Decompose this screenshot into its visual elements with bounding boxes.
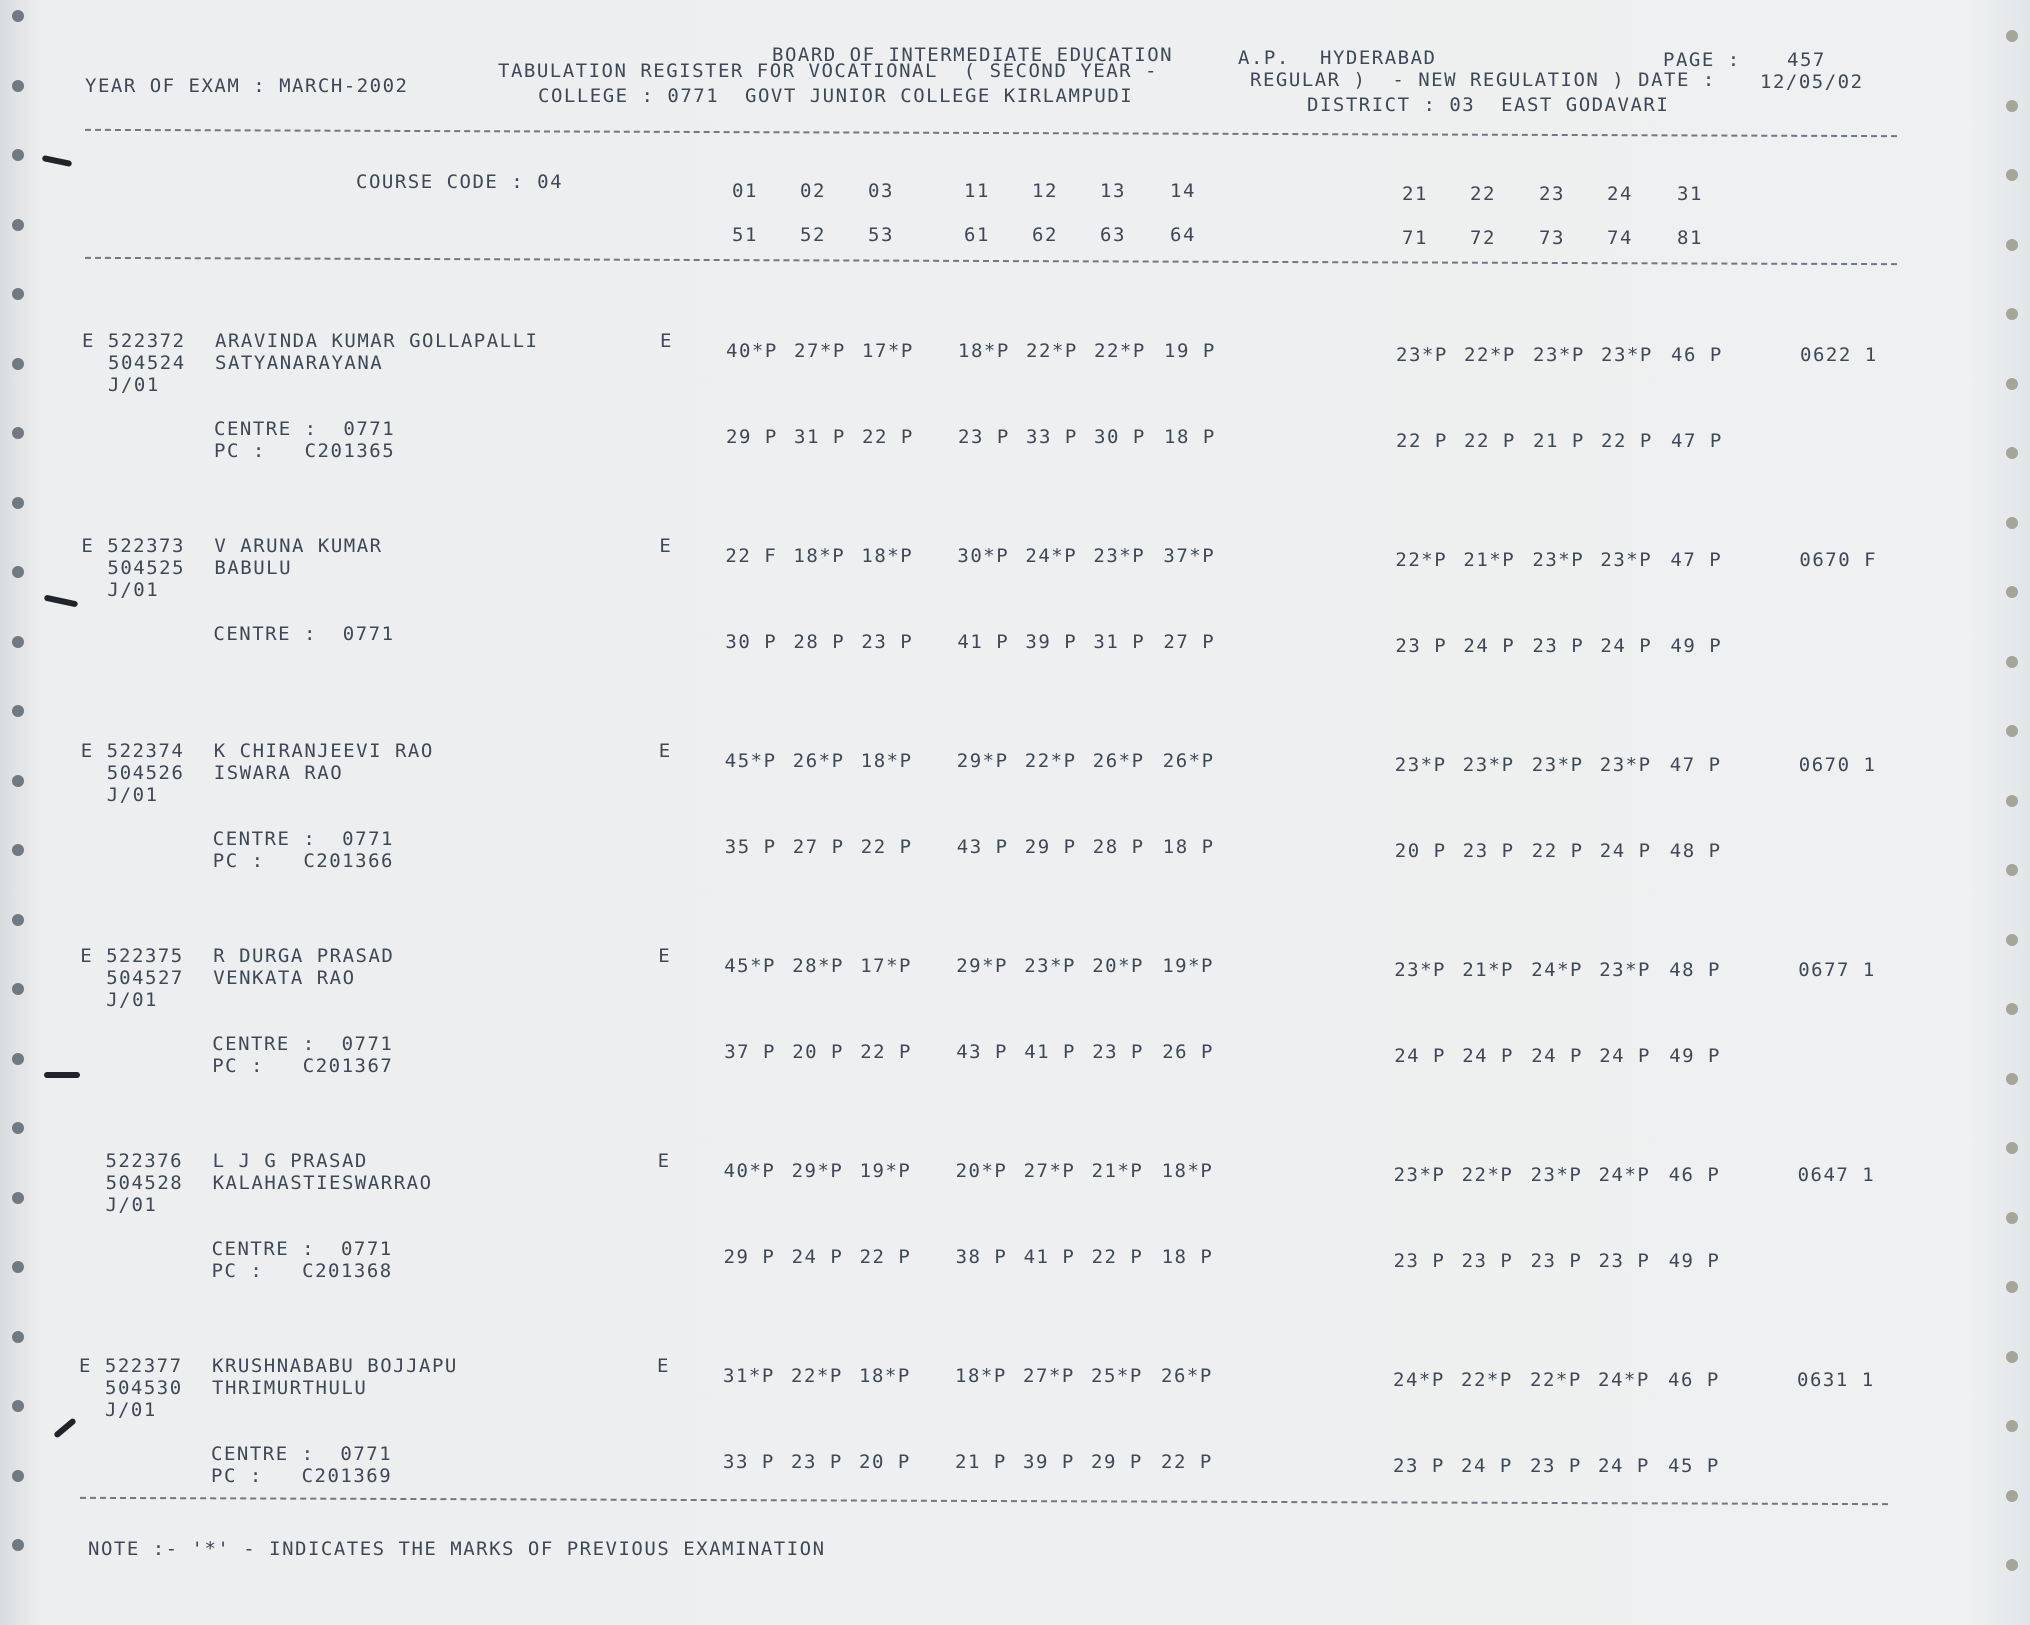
- mark-cell: 45 P: [1668, 1455, 1720, 1477]
- mark-cell: 24 P: [1394, 1045, 1446, 1067]
- mark-cell: 47 P: [1670, 549, 1723, 571]
- mark-cell: 31*P: [723, 1365, 775, 1387]
- feed-hole: [2006, 864, 2018, 876]
- mark-cell: 24 P: [1599, 1045, 1651, 1067]
- feed-hole: [2006, 447, 2018, 459]
- mark-cell: 27*P: [1023, 1160, 1076, 1182]
- father-name: THRIMURTHULU: [212, 1377, 368, 1399]
- mark-cell: 23*P: [1396, 344, 1448, 366]
- mark-cell: 31 P: [794, 426, 846, 448]
- pen-mark: [44, 1072, 80, 1078]
- father-name: ISWARA RAO: [213, 762, 344, 784]
- mark-cell: 49 P: [1668, 1250, 1721, 1272]
- feed-hole: [2006, 725, 2018, 737]
- father-name: VENKATA RAO: [213, 967, 356, 989]
- exam-roll: E 522372: [82, 330, 186, 352]
- feed-hole: [2006, 1073, 2018, 1085]
- course-code: COURSE CODE : 04: [356, 171, 564, 193]
- mark-cell: 24 P: [1598, 1455, 1650, 1477]
- exam-roll: E 522377: [79, 1355, 183, 1377]
- pc-number: PC : C201369: [211, 1465, 393, 1487]
- mark-cell: 24*P: [1531, 959, 1583, 981]
- mark-cell: 23 P: [1395, 635, 1448, 657]
- student-name: ARAVINDA KUMAR GOLLAPALLI: [215, 330, 539, 352]
- subject-code: 24: [1607, 183, 1633, 205]
- feed-hole: [12, 497, 24, 509]
- feed-hole: [2006, 934, 2018, 946]
- mark-cell: 28 P: [1092, 836, 1145, 858]
- page-number: 457: [1787, 49, 1826, 71]
- subject-code: 52: [800, 224, 826, 246]
- mark-cell: 18 P: [1161, 1246, 1214, 1268]
- mark-cell: 22*P: [1026, 340, 1078, 362]
- divider-header: [85, 257, 1897, 265]
- mark-cell: 24 P: [1463, 635, 1516, 657]
- mark-cell: 23*P: [1530, 1164, 1583, 1186]
- mark-cell: 23 P: [1530, 1250, 1583, 1272]
- medium: E: [660, 330, 673, 352]
- exam-roll: E 522374: [80, 740, 185, 762]
- subject-code: 61: [964, 224, 990, 246]
- hall-ticket: 504525: [107, 557, 186, 579]
- mark-cell: 24*P: [1598, 1369, 1650, 1391]
- subject-code: 22: [1470, 183, 1496, 205]
- mark-cell: 22*P: [1530, 1369, 1582, 1391]
- mark-cell: 47 P: [1669, 754, 1722, 776]
- mark-cell: 24*P: [1598, 1164, 1651, 1186]
- exam-roll: 522376: [79, 1150, 184, 1172]
- mark-cell: 23 P: [1530, 1455, 1582, 1477]
- hall-ticket: 504530: [105, 1377, 183, 1399]
- mark-cell: 23*P: [1599, 959, 1651, 981]
- grand-total: 0670 1: [1798, 754, 1877, 776]
- mark-cell: 39 P: [1023, 1451, 1075, 1473]
- group-code: J/01: [106, 784, 159, 806]
- mark-cell: 18*P: [955, 1365, 1007, 1387]
- mark-cell: 23 P: [1461, 1250, 1514, 1272]
- grand-total: 0670 F: [1799, 549, 1878, 571]
- mark-cell: 33 P: [1026, 426, 1078, 448]
- feed-hole: [12, 775, 24, 787]
- feed-hole: [2006, 30, 2018, 42]
- feed-hole: [2006, 586, 2018, 598]
- mark-cell: 22*P: [791, 1365, 843, 1387]
- mark-cell: 27*P: [1023, 1365, 1075, 1387]
- mark-cell: 22 P: [859, 1246, 912, 1268]
- mark-cell: 23*P: [1599, 754, 1652, 776]
- subject-code: 51: [732, 224, 758, 246]
- mark-cell: 18 P: [1164, 426, 1216, 448]
- feed-hole: [12, 1539, 24, 1551]
- feed-hole: [12, 1400, 24, 1412]
- subject-code: 72: [1470, 227, 1496, 249]
- feed-hole: [2006, 517, 2018, 529]
- father-name: BABULU: [214, 557, 293, 579]
- mark-cell: 20*P: [1092, 955, 1144, 977]
- mark-cell: 24 P: [1462, 1045, 1514, 1067]
- mark-cell: 22 P: [860, 836, 913, 858]
- feed-hole: [12, 219, 24, 231]
- student-name: V ARUNA KUMAR: [214, 535, 383, 557]
- subject-code: 31: [1677, 183, 1703, 205]
- mark-cell: 22*P: [1461, 1369, 1513, 1391]
- mark-cell: 22*P: [1024, 750, 1077, 772]
- mark-cell: 22*P: [1395, 549, 1448, 571]
- student-name: K CHIRANJEEVI RAO: [213, 740, 434, 762]
- pc-number: PC : C201367: [212, 1055, 394, 1077]
- mark-cell: 20 P: [1394, 840, 1447, 862]
- feed-hole: [12, 1122, 24, 1134]
- mark-cell: 25*P: [1091, 1365, 1143, 1387]
- mark-cell: 22 F: [725, 545, 778, 567]
- mark-cell: 27 P: [1163, 631, 1216, 653]
- mark-cell: 23*P: [1093, 545, 1146, 567]
- mark-cell: 48 P: [1669, 959, 1721, 981]
- mark-cell: 23*P: [1394, 959, 1446, 981]
- pc-number: PC : C201365: [214, 440, 396, 462]
- feed-hole: [12, 705, 24, 717]
- report-date: 12/05/02: [1760, 71, 1864, 93]
- subject-code: 23: [1539, 183, 1565, 205]
- subject-code: 11: [964, 180, 990, 202]
- mark-cell: 22 P: [1601, 430, 1653, 452]
- grand-total: 0622 1: [1800, 344, 1878, 366]
- board-title: BOARD OF INTERMEDIATE EDUCATION: [772, 44, 1174, 66]
- mark-cell: 18*P: [793, 545, 846, 567]
- exam-roll: E 522373: [81, 535, 185, 557]
- feed-hole: [2006, 1281, 2018, 1293]
- feed-hole: [2006, 1490, 2018, 1502]
- mark-cell: 23*P: [1601, 344, 1653, 366]
- mark-cell: 22 P: [1464, 430, 1516, 452]
- mark-cell: 29 P: [723, 1246, 776, 1268]
- mark-cell: 23 P: [958, 426, 1010, 448]
- mark-cell: 19 P: [1164, 340, 1216, 362]
- subject-code: 53: [868, 224, 894, 246]
- state-abbrev: A.P.: [1238, 47, 1290, 69]
- mark-cell: 33 P: [723, 1451, 775, 1473]
- mark-cell: 41 P: [1024, 1041, 1076, 1063]
- mark-cell: 18*P: [1161, 1160, 1214, 1182]
- feed-hole: [2006, 656, 2018, 668]
- mark-cell: 20 P: [792, 1041, 844, 1063]
- feed-hole: [2006, 169, 2018, 181]
- mark-cell: 40*P: [726, 340, 778, 362]
- subject-code: 21: [1402, 183, 1428, 205]
- mark-cell: 23*P: [1531, 754, 1584, 776]
- mark-cell: 23*P: [1600, 549, 1653, 571]
- footnote: NOTE :- '*' - INDICATES THE MARKS OF PREVIOUS EXAMINATION: [88, 1538, 826, 1560]
- mark-cell: 23*P: [1024, 955, 1076, 977]
- father-name: KALAHASTIESWARRAO: [212, 1172, 433, 1194]
- medium: E: [657, 1150, 671, 1172]
- subject-code: 02: [800, 180, 826, 202]
- mark-cell: 29*P: [956, 750, 1009, 772]
- mark-cell: 21*P: [1462, 959, 1514, 981]
- mark-cell: 20*P: [955, 1160, 1008, 1182]
- mark-cell: 22*P: [1464, 344, 1516, 366]
- centre-code: CENTRE : 0771: [212, 828, 394, 850]
- centre-code: CENTRE : 0771: [211, 1443, 393, 1465]
- father-name: SATYANARAYANA: [215, 352, 384, 374]
- feed-hole: [2006, 1003, 2018, 1015]
- mark-cell: 23 P: [791, 1451, 843, 1473]
- centre-code: CENTRE : 0771: [213, 623, 395, 645]
- feed-hole: [12, 844, 24, 856]
- grand-total: 0677 1: [1798, 959, 1876, 981]
- feed-hole: [2006, 378, 2018, 390]
- mark-cell: 19*P: [859, 1160, 912, 1182]
- subject-code: 63: [1100, 224, 1126, 246]
- mark-cell: 24 P: [1600, 635, 1653, 657]
- subject-code: 81: [1677, 227, 1703, 249]
- feed-hole: [2006, 100, 2018, 112]
- subject-code: 74: [1607, 227, 1633, 249]
- feed-hole: [2006, 239, 2018, 251]
- year-of-exam: YEAR OF EXAM : MARCH-2002: [85, 75, 409, 97]
- mark-cell: 29 P: [726, 426, 778, 448]
- mark-cell: 31 P: [1093, 631, 1146, 653]
- mark-cell: 48 P: [1669, 840, 1722, 862]
- mark-cell: 22 P: [862, 426, 914, 448]
- mark-cell: 22 P: [1091, 1246, 1144, 1268]
- college: COLLEGE : 0771 GOVT JUNIOR COLLEGE KIRLAMPUDI: [538, 85, 1134, 107]
- mark-cell: 43 P: [956, 1041, 1008, 1063]
- feed-hole: [2006, 308, 2018, 320]
- mark-cell: 23*P: [1393, 1164, 1446, 1186]
- pen-mark: [44, 595, 79, 608]
- mark-cell: 23 P: [1393, 1455, 1445, 1477]
- feed-hole: [12, 914, 24, 926]
- medium: E: [658, 740, 672, 762]
- mark-cell: 21 P: [1533, 430, 1585, 452]
- feed-hole: [2006, 1212, 2018, 1224]
- mark-cell: 22 P: [1396, 430, 1448, 452]
- subject-code: 73: [1539, 227, 1565, 249]
- feed-hole: [12, 1261, 24, 1273]
- group-code: J/01: [108, 374, 160, 396]
- exam-roll: E 522375: [80, 945, 184, 967]
- mark-cell: 17*P: [862, 340, 914, 362]
- mark-cell: 21*P: [1463, 549, 1516, 571]
- group-code: J/01: [105, 1194, 158, 1216]
- regulation: REGULAR ) - NEW REGULATION ) DATE :: [1250, 69, 1716, 91]
- mark-cell: 22*P: [1461, 1164, 1514, 1186]
- pen-mark: [53, 1417, 77, 1438]
- mark-cell: 18*P: [859, 1365, 911, 1387]
- medium: E: [658, 945, 672, 967]
- feed-hole: [2006, 1559, 2018, 1571]
- feed-hole: [2006, 795, 2018, 807]
- subject-code: 64: [1170, 224, 1196, 246]
- mark-cell: 18*P: [958, 340, 1010, 362]
- mark-cell: 18 P: [1162, 836, 1215, 858]
- mark-cell: 24 P: [1599, 840, 1652, 862]
- feed-hole: [12, 1331, 24, 1343]
- register-title: TABULATION REGISTER FOR VOCATIONAL ( SECOND YEAR -: [498, 60, 1158, 82]
- mark-cell: 45*P: [724, 750, 777, 772]
- centre-code: CENTRE : 0771: [211, 1238, 393, 1260]
- mark-cell: 18*P: [861, 545, 914, 567]
- feed-hole: [12, 288, 24, 300]
- mark-cell: 24*P: [1025, 545, 1078, 567]
- pc-number: PC : C201368: [211, 1260, 393, 1282]
- mark-cell: 41 P: [957, 631, 1010, 653]
- mark-cell: 35 P: [724, 836, 777, 858]
- mark-cell: 23 P: [1462, 840, 1515, 862]
- mark-cell: 23*P: [1533, 344, 1585, 366]
- subject-code: 71: [1402, 227, 1428, 249]
- student-name: L J G PRASAD: [212, 1150, 368, 1172]
- medium: E: [657, 1355, 670, 1377]
- mark-cell: 21 P: [955, 1451, 1007, 1473]
- feed-hole: [12, 358, 24, 370]
- mark-cell: 27*P: [794, 340, 846, 362]
- mark-cell: 23*P: [1462, 754, 1515, 776]
- mark-cell: 30*P: [957, 545, 1010, 567]
- mark-cell: 23*P: [1532, 549, 1585, 571]
- city: HYDERABAD: [1320, 47, 1437, 69]
- subject-code: 62: [1032, 224, 1058, 246]
- feed-hole: [12, 10, 24, 22]
- mark-cell: 49 P: [1669, 1045, 1721, 1067]
- mark-cell: 47 P: [1671, 430, 1723, 452]
- feed-hole: [12, 1470, 24, 1482]
- student-name: R DURGA PRASAD: [213, 945, 395, 967]
- centre-code: CENTRE : 0771: [214, 418, 396, 440]
- group-code: J/01: [106, 989, 158, 1011]
- mark-cell: 22 P: [1531, 840, 1584, 862]
- subject-code: 01: [732, 180, 758, 202]
- mark-cell: 30 P: [1094, 426, 1146, 448]
- district: DISTRICT : 03 EAST GODAVARI: [1307, 94, 1670, 116]
- subject-code: 13: [1100, 180, 1126, 202]
- mark-cell: 29*P: [791, 1160, 844, 1182]
- subject-code: 12: [1032, 180, 1058, 202]
- subject-code: 03: [868, 180, 894, 202]
- mark-cell: 24*P: [1393, 1369, 1445, 1391]
- divider-top: [85, 129, 1897, 137]
- mark-cell: 23 P: [1393, 1250, 1446, 1272]
- mark-cell: 29*P: [956, 955, 1008, 977]
- mark-cell: 26 P: [1162, 1041, 1214, 1063]
- hall-ticket: 504528: [105, 1172, 184, 1194]
- mark-cell: 22*P: [1094, 340, 1146, 362]
- page-label: PAGE :: [1663, 49, 1741, 71]
- hall-ticket: 504524: [108, 352, 186, 374]
- mark-cell: 17*P: [860, 955, 912, 977]
- medium: E: [659, 535, 673, 557]
- mark-cell: 29 P: [1091, 1451, 1143, 1473]
- mark-cell: 20 P: [859, 1451, 911, 1473]
- mark-cell: 24 P: [1531, 1045, 1583, 1067]
- mark-cell: 23 P: [1598, 1250, 1651, 1272]
- mark-cell: 23*P: [1394, 754, 1447, 776]
- mark-cell: 18*P: [860, 750, 913, 772]
- mark-cell: 23 P: [861, 631, 914, 653]
- mark-cell: 23 P: [1092, 1041, 1144, 1063]
- mark-cell: 39 P: [1025, 631, 1078, 653]
- mark-cell: 40*P: [723, 1160, 776, 1182]
- mark-cell: 41 P: [1023, 1246, 1076, 1268]
- mark-cell: 38 P: [955, 1246, 1008, 1268]
- mark-cell: 28 P: [793, 631, 846, 653]
- feed-hole: [12, 1053, 24, 1065]
- mark-cell: 26*P: [1161, 1365, 1213, 1387]
- mark-cell: 37 P: [724, 1041, 776, 1063]
- mark-cell: 24 P: [1461, 1455, 1513, 1477]
- mark-cell: 45*P: [724, 955, 776, 977]
- mark-cell: 26*P: [1092, 750, 1145, 772]
- mark-cell: 37*P: [1163, 545, 1216, 567]
- mark-cell: 26*P: [1162, 750, 1215, 772]
- pc-number: PC : C201366: [212, 850, 394, 872]
- mark-cell: 46 P: [1668, 1369, 1720, 1391]
- mark-cell: 29 P: [1024, 836, 1077, 858]
- grand-total: 0631 1: [1797, 1369, 1875, 1391]
- mark-cell: 43 P: [956, 836, 1009, 858]
- mark-cell: 26*P: [792, 750, 845, 772]
- hall-ticket: 504527: [106, 967, 184, 989]
- mark-cell: 30 P: [725, 631, 778, 653]
- mark-cell: 46 P: [1668, 1164, 1721, 1186]
- mark-cell: 27 P: [792, 836, 845, 858]
- divider-bottom: [80, 1497, 1888, 1505]
- mark-cell: 22 P: [860, 1041, 912, 1063]
- subject-code: 14: [1170, 180, 1196, 202]
- feed-hole: [2006, 1142, 2018, 1154]
- hall-ticket: 504526: [106, 762, 185, 784]
- mark-cell: 24 P: [791, 1246, 844, 1268]
- feed-hole: [12, 566, 24, 578]
- feed-hole: [12, 427, 24, 439]
- feed-hole: [12, 149, 24, 161]
- centre-code: CENTRE : 0771: [212, 1033, 394, 1055]
- mark-cell: 23 P: [1532, 635, 1585, 657]
- group-code: J/01: [105, 1399, 157, 1421]
- mark-cell: 28*P: [792, 955, 844, 977]
- feed-hole: [12, 636, 24, 648]
- group-code: J/01: [107, 579, 160, 601]
- grand-total: 0647 1: [1797, 1164, 1876, 1186]
- mark-cell: 19*P: [1162, 955, 1214, 977]
- feed-hole: [2006, 1351, 2018, 1363]
- mark-cell: 49 P: [1670, 635, 1723, 657]
- feed-hole: [2006, 1420, 2018, 1432]
- feed-hole: [12, 80, 24, 92]
- mark-cell: 22 P: [1161, 1451, 1213, 1473]
- mark-cell: 21*P: [1091, 1160, 1144, 1182]
- feed-hole: [12, 1192, 24, 1204]
- mark-cell: 46 P: [1671, 344, 1723, 366]
- student-name: KRUSHNABABU BOJJAPU: [212, 1355, 458, 1377]
- pen-mark: [42, 155, 73, 167]
- feed-hole: [12, 983, 24, 995]
